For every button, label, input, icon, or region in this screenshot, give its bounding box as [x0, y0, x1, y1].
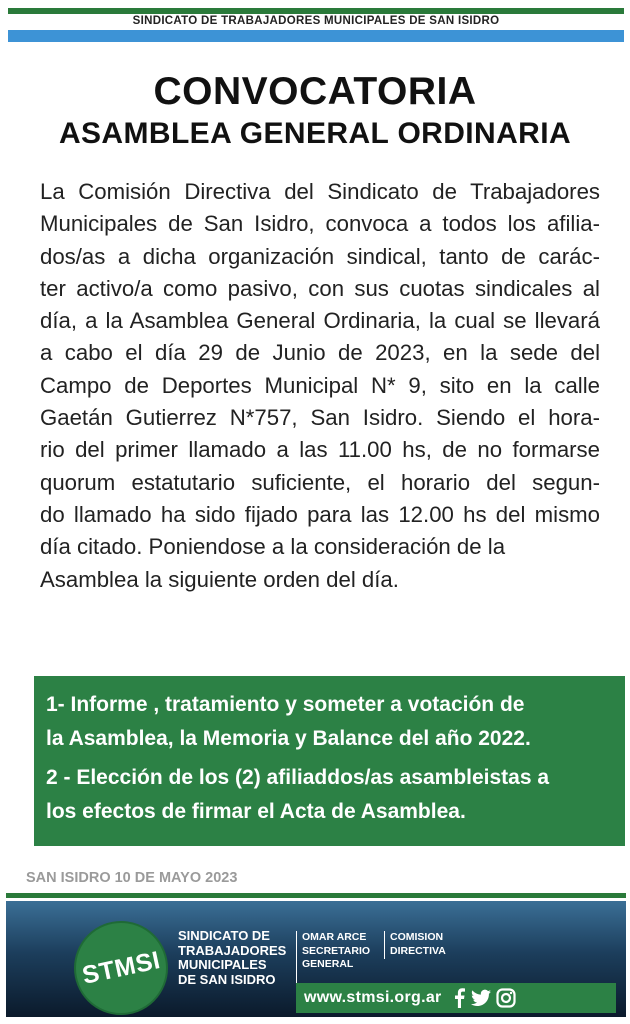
- org-line: DE SAN ISIDRO: [178, 971, 276, 987]
- top-title-band: [8, 14, 624, 28]
- org-line: TRABAJADORES: [178, 942, 287, 958]
- website-link[interactable]: www.stmsi.org.ar: [304, 989, 442, 1006]
- social-icons: [452, 988, 516, 1008]
- body-line: a cabo el día 29 de Junio de 2023, en la sede del: [40, 340, 600, 366]
- footer-org-name: [178, 929, 286, 987]
- commission-line: COMISION: [390, 931, 444, 943]
- org-line: MUNICIPALES: [178, 957, 267, 972]
- facebook-icon[interactable]: [452, 988, 466, 1008]
- twitter-icon[interactable]: [471, 989, 491, 1007]
- footer-officer: [302, 931, 370, 972]
- org-line: SINDICATO DE: [178, 928, 270, 943]
- footer-green-stripe: [6, 893, 626, 898]
- body-line: Gaetán Gutierrez N*757, San Isidro. Siendo el hora-: [40, 405, 600, 431]
- top-banner: [8, 8, 624, 42]
- footer: [6, 893, 626, 1017]
- body-line: quorum estatutario suficiente, el horario del segun-: [40, 469, 600, 495]
- commission-line: DIRECTIVA: [390, 944, 446, 957]
- instagram-icon[interactable]: [496, 988, 516, 1008]
- body-line: ter activo/a como pasivo, con sus cuotas sindicales al: [40, 275, 600, 301]
- footer-web-bar: [296, 983, 616, 1013]
- body-line: La Comisión Directiva del Sindicato de Trabajadores: [40, 179, 600, 204]
- headline-convocatoria: CONVOCATORIA: [153, 70, 477, 113]
- body-line: Municipales de San Isidro, convoca a todos los afilia-: [40, 211, 600, 237]
- body-line: dos/as a dicha organización sindical, tanto de carác-: [40, 243, 600, 269]
- footer-commission: [390, 931, 446, 958]
- agenda-item-1-line-2: la Asamblea, la Memoria y Balance del año 2022.: [46, 726, 531, 750]
- body-line: día, a la Asamblea General Ordinaria, la cual se llevará: [40, 308, 600, 334]
- footer-panel: [6, 901, 626, 1017]
- body-line: Asamblea la siguiente orden del día.: [40, 566, 399, 592]
- body-line: Campo de Deportes Municipal N* 9, sito en la calle: [40, 372, 600, 398]
- top-blue-stripe: [8, 30, 624, 42]
- body-line: do llamado ha sido fijado para las 12.00 hs del mismo: [40, 501, 600, 527]
- officer-line: OMAR ARCE: [302, 931, 367, 943]
- agenda-item-2-line-1: 2 - Elección de los (2) afiliaddos/as asambleistas a: [46, 766, 550, 789]
- headline-asamblea: ASAMBLEA GENERAL ORDINARIA: [58, 117, 572, 150]
- agenda-item-2: [46, 761, 625, 828]
- body-line: rio del primer llamado a las 11.00 hs, de no formarse: [40, 437, 600, 463]
- agenda-box: [34, 676, 625, 846]
- agenda-item-1: [46, 688, 625, 755]
- announcement-body: [40, 176, 600, 596]
- org-banner-text: SINDICATO DE TRABAJADORES MUNICIPALES DE SAN ISIDRO: [132, 15, 500, 27]
- footer-divider-2: [384, 931, 385, 959]
- body-line: día citado. Poniendose a la consideración de la: [40, 534, 506, 560]
- officer-line: GENERAL: [302, 958, 354, 970]
- issue-date: SAN ISIDRO 10 DE MAYO 2023: [26, 870, 238, 886]
- agenda-item-1-line-1: 1- Informe , tratamiento y someter a votación de: [46, 693, 525, 716]
- logo-text: STMSI: [79, 945, 163, 990]
- officer-line: SECRETARIO: [302, 944, 371, 957]
- agenda-item-2-line-2: los efectos de firmar el Acta de Asamblea.: [46, 799, 466, 823]
- stmsi-logo: [74, 921, 168, 1015]
